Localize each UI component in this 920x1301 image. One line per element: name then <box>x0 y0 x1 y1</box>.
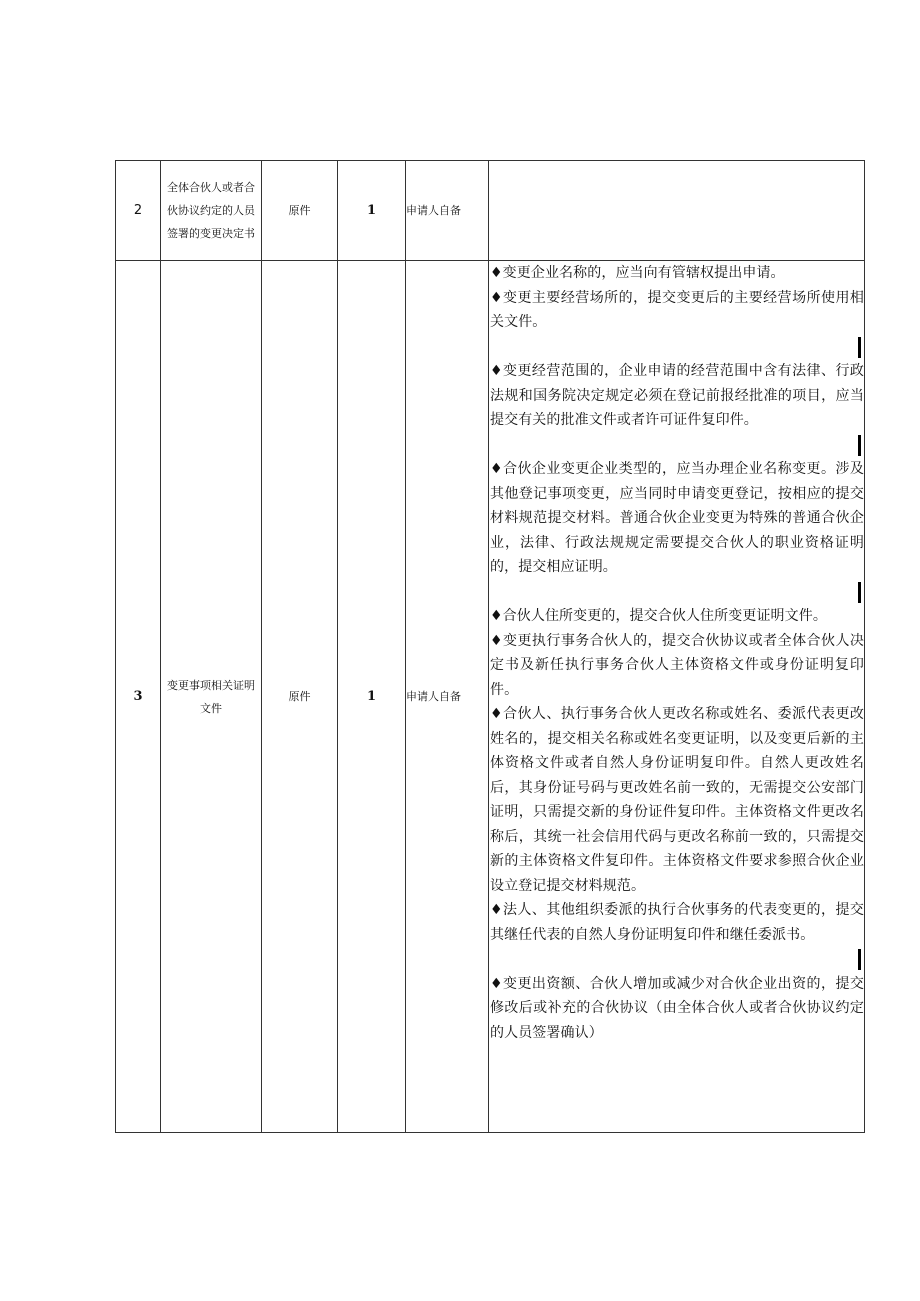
material-form: 原件 <box>288 690 311 703</box>
requirement-item: ♦合伙企业变更企业类型的，应当办理企业名称变更。涉及其他登记事项变更，应当同时申请变更登记，按相应的提交材料规范提交材料。普通合伙企业变更为特殊的普通合伙企业，法律、行政法规规定需要提交合伙人的职业资格证明的，提交相应证明。 <box>490 461 864 575</box>
margin-mark <box>858 582 861 603</box>
requirement-item: ♦变更企业名称的，应当向有管辖权提出申请。 <box>490 265 785 281</box>
material-source: 申请人自备 <box>406 204 461 217</box>
copies-count: 1 <box>366 203 377 218</box>
material-name: 变更事项相关证明文件 <box>167 678 255 715</box>
requirement-item: ♦变更执行事务合伙人的，提交合伙协议或者全体合伙人决定书及新任执行事务合伙人主体资格文件或身份证明复印件。 <box>490 632 864 698</box>
material-source: 申请人自备 <box>406 690 461 703</box>
row-number: 3 <box>133 689 143 704</box>
col-divider <box>864 160 865 1133</box>
material-name: 全体合伙人或者合伙协议约定的人员签署的变更决定书 <box>167 181 255 240</box>
margin-mark <box>858 435 861 456</box>
copies-count: 1 <box>366 689 377 704</box>
margin-mark <box>858 337 861 358</box>
requirement-item: ♦合伙人、执行事务合伙人更改名称或姓名、委派代表更改姓名的，提交相关名称或姓名变更证明，以及变更后新的主体资格文件或者自然人身份证明复印件。自然人更改姓名后，其身份证号码与更改姓名前一致的，无需提交公安部门证明，只需提交新的身份证件复印件。主体资格文件更改名称后，其统一社会信用代码与更改名称前一致的，只需提交新的主体资格文件复印件。主体资格文件要求参照合伙企业设立登记提交材料规范。 <box>490 706 864 894</box>
requirement-item: ♦变更出资额、合伙人增加或减少对合伙企业出资的，提交修改后或补充的合伙协议（由全体合伙人或者合伙协议约定的人员签署确认） <box>490 975 864 1041</box>
col-divider <box>160 160 161 1133</box>
requirement-item: ♦变更主要经营场所的，提交变更后的主要经营场所使用相关文件。 <box>490 289 864 330</box>
requirement-item: ♦合伙人住所变更的，提交合伙人住所变更证明文件。 <box>490 608 827 624</box>
margin-mark <box>858 949 861 970</box>
col-divider <box>488 160 489 1133</box>
materials-table <box>115 160 865 1133</box>
requirement-item: ♦法人、其他组织委派的执行合伙事务的代表变更的，提交其继任代表的自然人身份证明复印件和继任委派书。 <box>490 902 864 943</box>
material-form: 原件 <box>288 204 311 217</box>
row-number: 2 <box>133 203 143 218</box>
requirement-item: ♦变更经营范围的，企业申请的经营范围中含有法律、行政法规和国务院决定规定必须在登记前报经批准的项目，应当提交有关的批准文件或者许可证件复印件。 <box>490 363 864 428</box>
table-border-bottom <box>115 1132 865 1133</box>
requirements-cell <box>490 261 864 1045</box>
